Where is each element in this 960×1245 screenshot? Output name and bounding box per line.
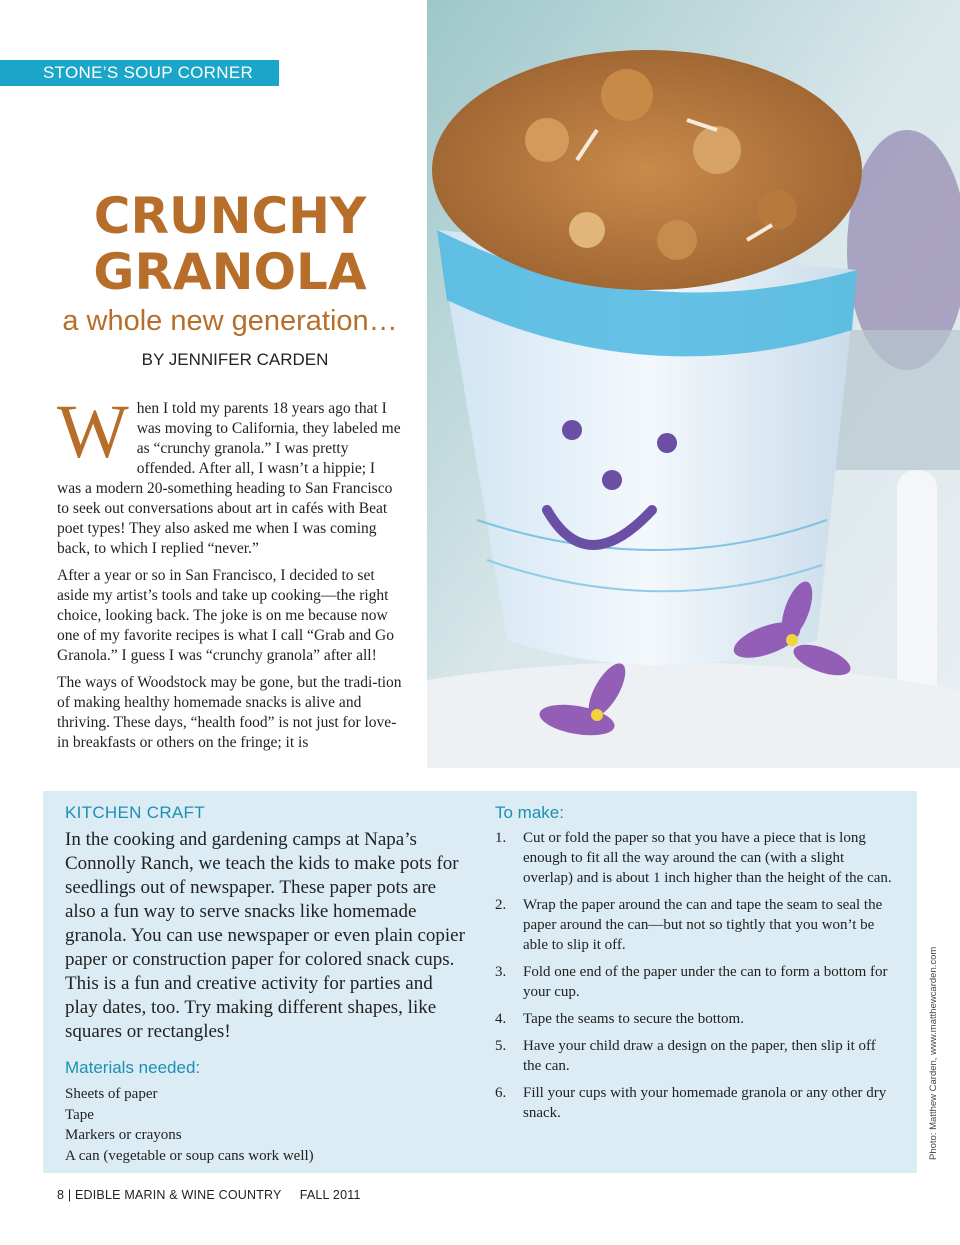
title-line-1: CRUNCHY [93,187,367,245]
materials-heading: Materials needed: [65,1058,201,1077]
step-text: Wrap the paper around the can and tape the seam to seal the paper around the can—but not so tightly that you won’t be able to slip it off. [523,897,883,953]
material-item: Sheets of paper [65,1086,158,1102]
step-number: 1. [495,830,507,846]
step-item [495,895,905,955]
to-make-heading: To make: [495,803,564,822]
page-footer [57,1188,361,1202]
step-text: Fill your cups with your homemade granola or any other dry snack. [523,1085,887,1121]
material-item: Tape [65,1106,94,1123]
section-banner: STONE’S SOUP CORNER [0,60,279,86]
material-item: A can (vegetable or soup cans work well) [65,1147,314,1164]
paragraph-1-text: hen I told my parents 18 years ago that I was moving to California, they labeled me as “crunchy granola.” I was pretty offended. After all, I wasn’t a hippie; I was a modern 20-something heading to San Francisco to seek out conversations about art in cafés with Beat poet types! They also asked me when I was coming back, to which I replied “never.” [57,400,401,557]
kitchen-craft-sidebar [43,791,917,1173]
title-line-2: GRANOLA [93,243,367,301]
material-item: Markers or crayons [65,1127,182,1143]
article-body [57,390,402,760]
step-number: 5. [495,1038,507,1054]
kitchen-craft-text: In the cooking and gardening camps at Napa’s Connolly Ranch, we teach the kids to make pots for seedlings out of newspaper. These paper pots are also a fun way to serve snacks like homemade granola. You can use newspaper or even plain copier paper or construction paper for colored snack cups. This is a fun and creative activity for parties and play dates, too. Try making different shapes, like squares or rectangles! [65,829,465,1042]
page-number: 8 [57,1188,65,1202]
step-item [495,1009,905,1029]
paragraph-2: After a year or so in San Francisco, I decided to set aside my artist’s tools and take up cooking—the right choice, looking back. The joke is on me because now one of my favorite recipes is what I call “Grab and Go Granola.” I guess I was “crunchy granola” after all! [57,567,394,664]
step-item [495,962,905,1002]
step-number: 2. [495,897,507,913]
step-number: 3. [495,964,507,980]
step-text: Have your child draw a design on the paper, then slip it off the can. [523,1038,876,1074]
article-subtitle: a whole new generation… [62,305,398,337]
article-title [60,188,400,300]
step-number: 6. [495,1085,507,1101]
paragraph-3: The ways of Woodstock may be gone, but the tradi-tion of making healthy homemade snacks is alive and thriving. These days, “health food” is not just for love-in breakfasts or others on the fringe; it is [57,674,402,751]
step-item [495,1083,905,1123]
paragraph-1 [57,390,402,559]
kitchen-craft-heading: KITCHEN CRAFT [65,803,205,822]
step-item [495,1036,905,1076]
photo-illustration [427,0,960,768]
footer-separator: | [67,1188,72,1202]
to-make-column [495,803,905,1130]
photo-credit: Photo: Matthew Carden, www.matthewcarden.com [928,946,939,1160]
step-text: Tape the seams to secure the bottom. [523,1011,744,1027]
step-text: Cut or fold the paper so that you have a piece that is long enough to fit all the way around the can (with a slight overlap) and is about 1 inch higher than the height of the can. [523,830,892,886]
kitchen-craft-column [65,803,470,1166]
materials-list [65,1084,470,1166]
byline: BY JENNIFER CARDEN [141,350,329,369]
step-item [495,828,905,888]
drop-cap: W [57,390,129,474]
step-text: Fold one end of the paper under the can to form a bottom for your cup. [523,964,888,1000]
issue-date: FALL 2011 [299,1188,361,1202]
step-number: 4. [495,1011,507,1027]
steps-list [495,828,905,1123]
granola-cup-photo [427,0,960,768]
publication-name: EDIBLE MARIN & WINE COUNTRY [74,1188,282,1202]
